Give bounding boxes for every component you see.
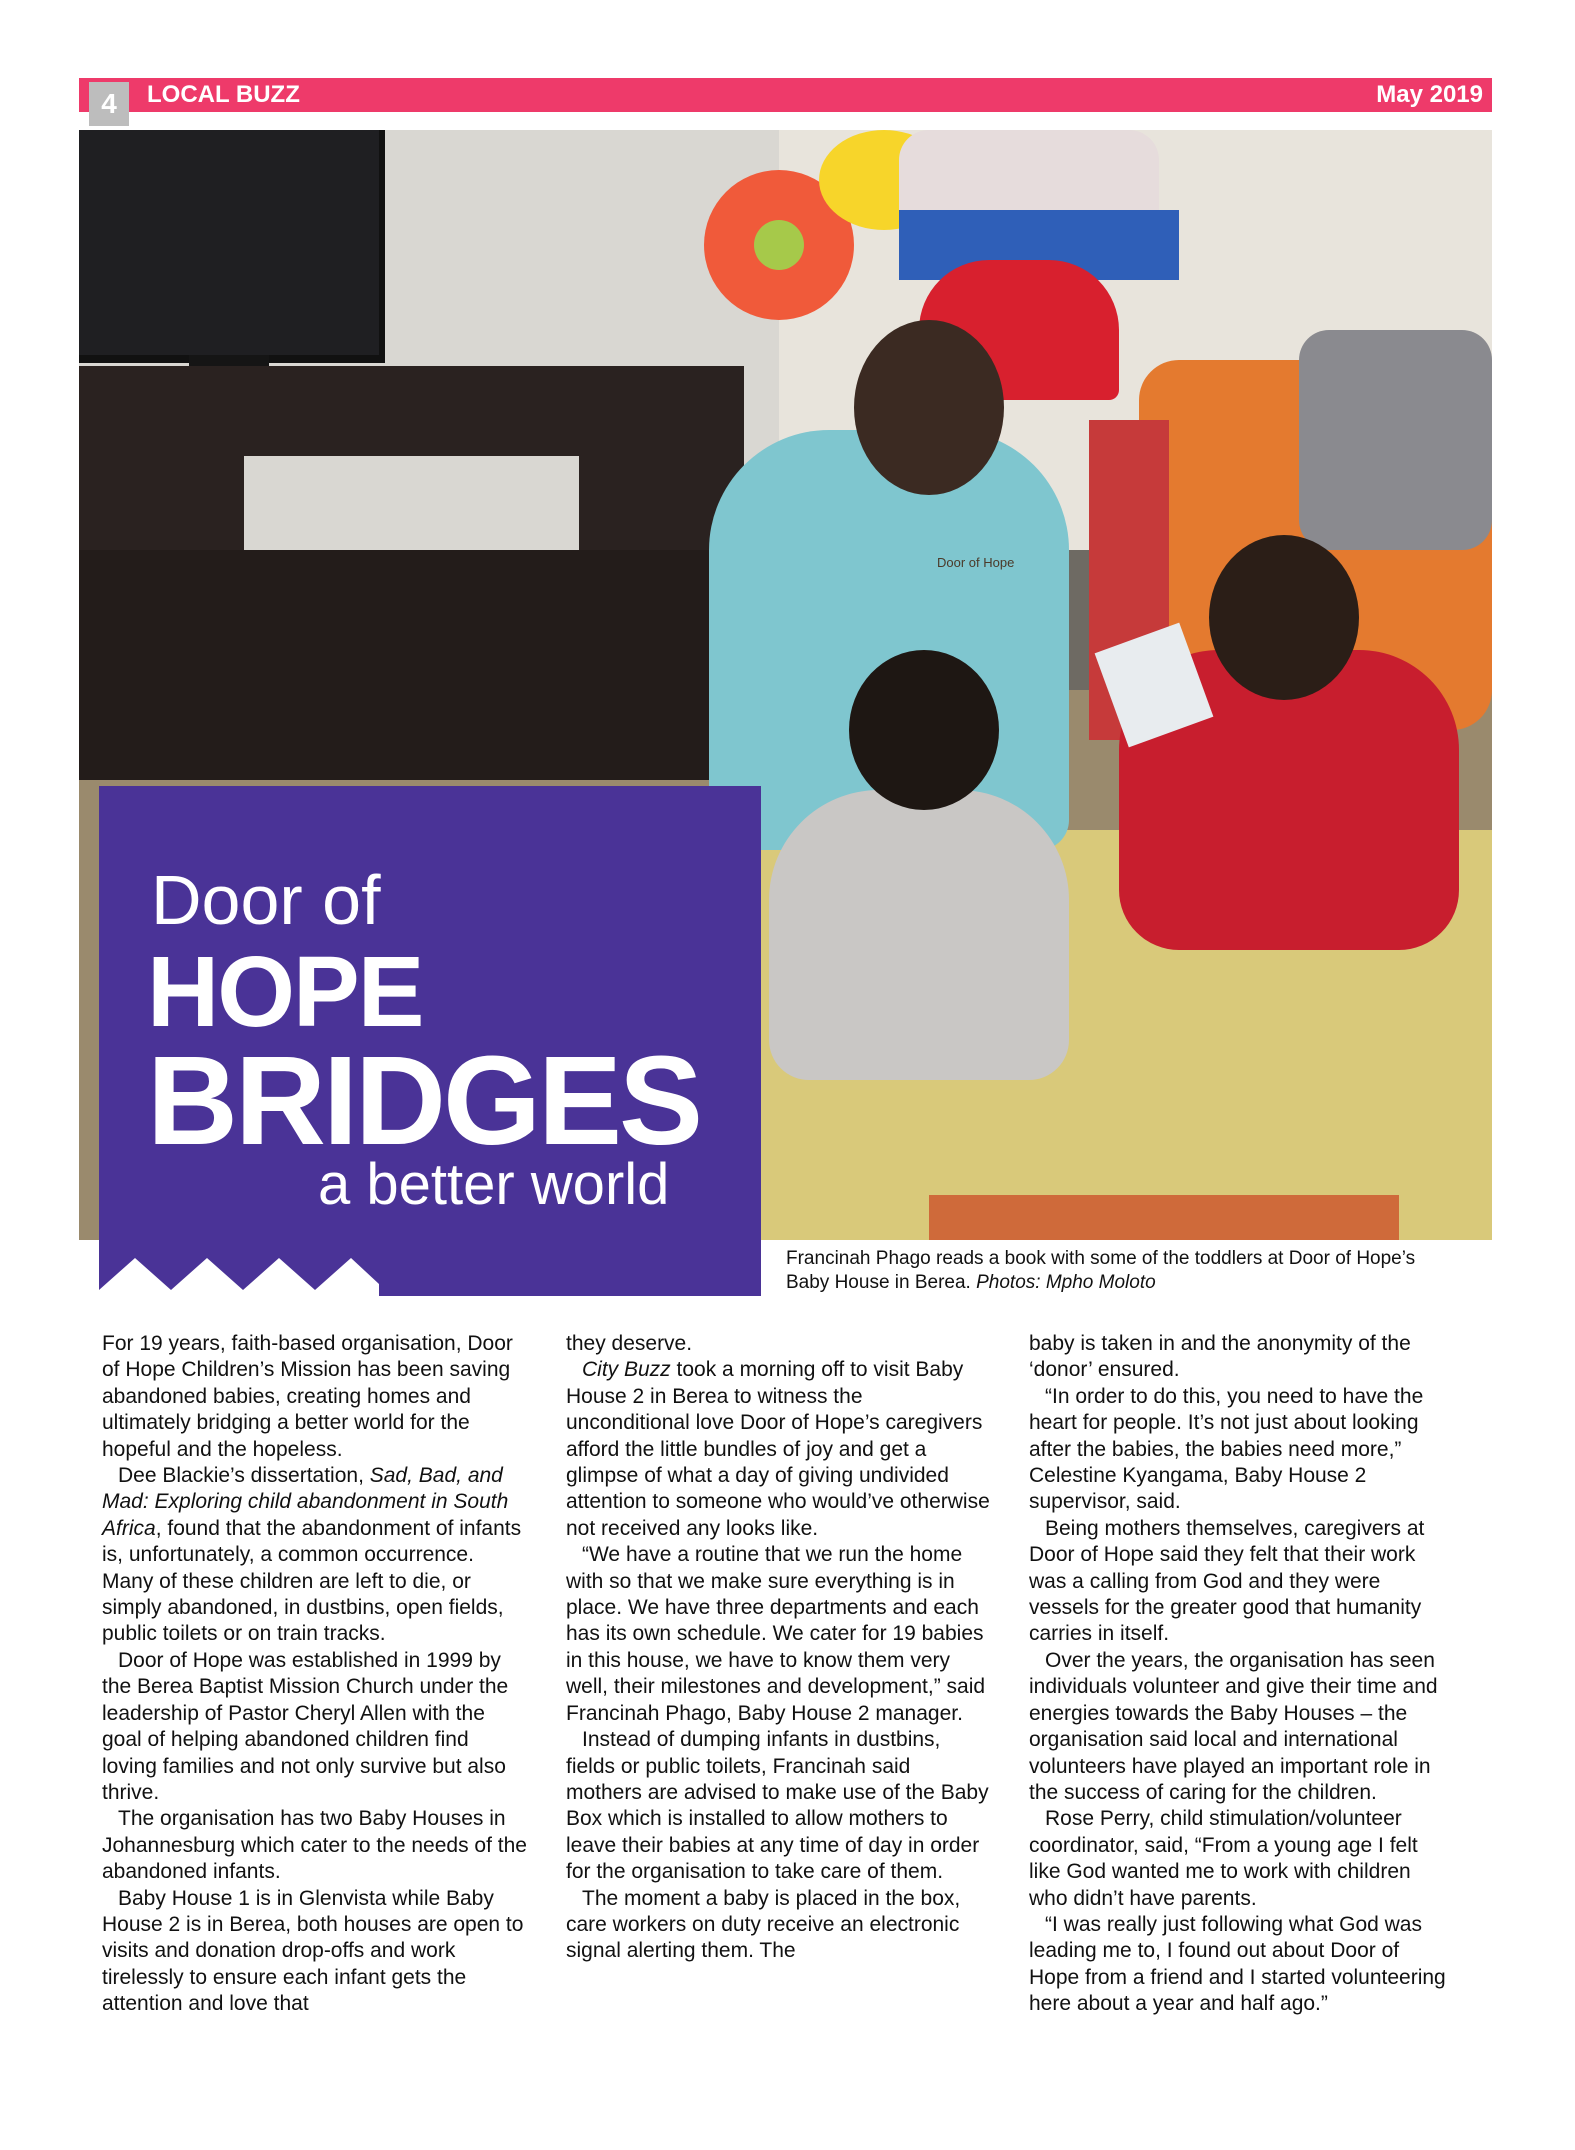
paragraph: baby is taken in and the anonymity of the ‘donor’ ensured. bbox=[1029, 1332, 1411, 1382]
tv-screen bbox=[79, 130, 385, 363]
article-column-1 bbox=[102, 1331, 527, 2018]
child-grey-head bbox=[849, 650, 999, 810]
paragraph bbox=[566, 1357, 991, 1542]
uniform-logo: Door of Hope bbox=[937, 555, 1015, 570]
paragraph: “We have a routine that we run the home with so that we make sure everything is in place. We have three departments and each has its own schedule. We cater for 19 babies in this house, we have to know them very well, their milestones and development,” said Francinah Phago, Baby House 2 manager. bbox=[566, 1543, 986, 1725]
text: took a morning off to visit Baby House 2 in Berea to witness the unconditional love Door of Hope’s caregivers afford the little bundles of joy and get a glimpse of what a day of giving undivided attention to someone who would’ve otherwise not received any looks like. bbox=[566, 1358, 990, 1540]
headline-line-3: BRIDGES bbox=[147, 1030, 701, 1171]
article-column-3 bbox=[1029, 1331, 1454, 2018]
paragraph: “In order to do this, you need to have the heart for people. It’s not just about looking after the babies, the babies need more,” Celestine Kyangama, Baby House 2 supervisor, said. bbox=[1029, 1384, 1424, 1514]
article-column-2 bbox=[566, 1331, 991, 1965]
paragraph: Instead of dumping infants in dustbins, fields or public toilets, Francinah said mothers are advised to make use of the Baby Box which is installed to allow mothers to leave their babies at any time of day in order for the organisation to take care of them. bbox=[566, 1728, 989, 1884]
paragraph: The moment a baby is placed in the box, care workers on duty receive an electronic signal alerting them. The bbox=[566, 1886, 961, 1963]
section-title: LOCAL BUZZ bbox=[147, 81, 300, 108]
child-grey-body bbox=[769, 790, 1069, 1080]
grey-blanket bbox=[1299, 330, 1492, 550]
tv-cabinet-base bbox=[79, 550, 744, 780]
text: Dee Blackie’s dissertation, bbox=[118, 1464, 364, 1488]
paragraph: Being mothers themselves, caregivers at Door of Hope said they felt that their work was a calling from God and they were vessels for the greater good that humanity carries in itself. bbox=[1029, 1516, 1425, 1646]
caption-credit: Photos: Mpho Moloto bbox=[976, 1272, 1156, 1293]
paragraph: Over the years, the organisation has seen individuals volunteer and give their time and energies towards the Baby Houses – the organisation said local and international volunteers have played an important role in the success of caring for the children. bbox=[1029, 1648, 1438, 1804]
text: , found that the abandonment of infants is, unfortunately, a common occurrence. Many of these children are left to die, or simply abandoned, in dustbins, open fields, public toilets or on train tracks. bbox=[102, 1516, 522, 1646]
headline-line-2: HOPE bbox=[147, 936, 423, 1048]
tv-cabinet bbox=[79, 366, 744, 456]
photo-rug-edge bbox=[929, 1195, 1399, 1240]
paragraph: they deserve. bbox=[566, 1332, 693, 1355]
publication-name: City Buzz bbox=[582, 1358, 671, 1382]
paragraph: For 19 years, faith-based organisation, Door of Hope Children’s Mission has been saving abandoned babies, creating homes and ultimately bridging a better world for the hopeful and the hopeless. bbox=[102, 1332, 513, 1461]
paragraph bbox=[102, 1463, 527, 1648]
paragraph: The organisation has two Baby Houses in Johannesburg which cater to the needs of the abandoned infants. bbox=[102, 1807, 527, 1884]
headline-zigzag bbox=[99, 1252, 379, 1298]
paragraph: Baby House 1 is in Glenvista while Baby House 2 is in Berea, both houses are open to visits and donation drop-offs and work tirelessly to ensure each infant gets the attention and love that bbox=[102, 1886, 524, 2016]
caregiver-head bbox=[854, 320, 1004, 495]
photo-caption bbox=[786, 1247, 1446, 1295]
paragraph: Door of Hope was established in 1999 by the Berea Baptist Mission Church under the leadership of Pastor Cheryl Allen with the goal of helping abandoned children find loving families and not only survive but also thrive. bbox=[102, 1648, 509, 1804]
issue-date: May 2019 bbox=[1376, 81, 1483, 108]
page-number: 4 bbox=[89, 82, 129, 126]
caption-text: Francinah Phago reads a book with some of the toddlers at Door of Hope’s Baby House in Berea. bbox=[786, 1248, 1416, 1293]
headline-line-1: Door of bbox=[151, 861, 381, 939]
dissertation-title: Sad, Bad, and Mad: Exploring child abandonment in South Africa bbox=[102, 1464, 509, 1540]
paragraph: “I was really just following what God was leading me to, I found out about Door of Hope from a friend and I started volunteering here about a year and half ago.” bbox=[1029, 1912, 1446, 2016]
paragraph: Rose Perry, child stimulation/volunteer coordinator, said, “From a young age I felt like God wanted me to work with children who didn’t have parents. bbox=[1029, 1807, 1418, 1910]
flower-center bbox=[754, 220, 804, 270]
headline-line-4: a better world bbox=[318, 1152, 670, 1217]
child-red-head bbox=[1209, 535, 1359, 700]
